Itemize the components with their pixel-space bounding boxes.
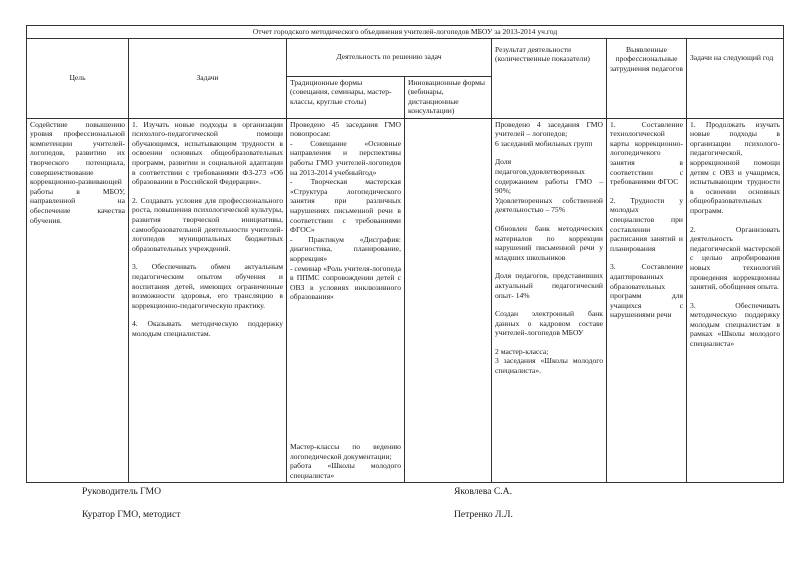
header-traditional: Традиционные формы (совещания, семинары, мастер-классы, круглые столы) bbox=[287, 76, 405, 118]
signature-role: Руководитель ГМО bbox=[82, 486, 161, 497]
result-item: Доля педагогов,удовлетворенных содержанием работы ГМО – 90%; bbox=[495, 157, 603, 196]
signature-role: Куратор ГМО, методист bbox=[82, 509, 181, 520]
innovative-forms-cell bbox=[405, 118, 492, 482]
goal-cell: Содействие повышению уровня профессиональной компетенции учителей-логопедов, развитию их творческого потенциала, совершенствование коррекционно-развивающей работы в МБОУ, направленной на обеспечение качества обучения. bbox=[27, 118, 129, 482]
next-year-cell bbox=[687, 118, 784, 482]
traditional-forms-cell bbox=[287, 118, 405, 482]
task-item: 2. Создавать условия для профессионального роста, повышения психологической культуры, развития творческой инициативы, самообразовательной деятельности учителей-логопедов муниципальных бюджетных образовательных учреждений. bbox=[132, 195, 283, 253]
result-item: 3 заседания «Школы молодого специалиста». bbox=[495, 356, 603, 376]
header-result: Результат деятельности (количественные показатели) bbox=[492, 38, 607, 118]
report-title: Отчет городского методического объединения учителей-логопедов МБОУ за 2013-2014 уч.год bbox=[27, 26, 784, 39]
tasks-cell bbox=[129, 118, 287, 482]
header-difficulties: Выявленные профессиональные затруднения педагогов bbox=[607, 38, 687, 118]
next-year-item: 2. Организовать деятельность педагогической мастерской с целью апробирования новых технологий проведения коррекционны занятий, обобщения опыта. bbox=[690, 224, 781, 292]
header-activity: Деятельность по решению задач bbox=[287, 38, 492, 76]
difficulty-item: 2. Трудности у молодых специалистов при составлении расписания занятий и планирования bbox=[610, 195, 683, 253]
result-item: Обновлен банк методических материалов по коррекции нарушений письменной речи у младших школьников bbox=[495, 223, 603, 262]
signature-name: Петренко Л.Л. bbox=[454, 509, 513, 520]
traditional-item: Проведено 45 заседания ГМО повопросам: bbox=[290, 119, 401, 139]
next-year-item: 1. Продолжать изучать новые подходы в организации психолого-педагогической, коррекционной помощи детям с ОВЗ и учащимся, испытывающим трудности в освоении основных общеобразовательных программ. bbox=[690, 119, 781, 215]
result-item: Создан электронный банк данных о кадровом составе учителей-логопедов МБОУ bbox=[495, 309, 603, 338]
result-item: Доля педагогов, представивших актуальный педагогический опыт- 14% bbox=[495, 271, 603, 300]
traditional-item: Мастер-классы по ведению логопедической документации; bbox=[290, 442, 401, 461]
header-row bbox=[27, 38, 784, 76]
traditional-item: - семинар «Роль учителя-логопеда в ППМС сопровождении детей с ОВЗ в условиях инклюзивного образования» bbox=[290, 263, 401, 302]
header-innovative: Инновационные формы (вебинары, дистанционные консультации) bbox=[405, 76, 492, 118]
task-item: 1. Изучать новые подходы в организации психолого-педагогической помощи обучающимся, испытывающим трудности в освоении основных общеобразовательных программ, развитии и социальной адаптации в соответствии с требованиями ФЗ-273 «Об образовании в Российской Федерации». bbox=[132, 119, 283, 187]
traditional-item: работа «Школы молодого специалиста» bbox=[290, 461, 401, 480]
difficulty-item: 1. Составление технологической карты коррекционно-логопедичекого занятия в соответствии с требованиями ФГОС bbox=[610, 119, 683, 187]
title-row bbox=[27, 26, 784, 39]
traditional-item: - Совещание «Основные направления и перспективы работы ГМО учителей-логопедов на 2013-2014 учебныйгод» bbox=[290, 138, 401, 177]
header-tasks: Задачи bbox=[129, 38, 287, 118]
task-item: 4. Оказывать методическую поддержку молодым специалистам. bbox=[132, 319, 283, 338]
report-table bbox=[26, 25, 784, 483]
result-item: Удовлетворенных собственной деятельностью – 75% bbox=[495, 195, 603, 215]
header-next-year: Задачи на следующий год bbox=[687, 38, 784, 118]
task-item: 3. Обеспечивать обмен актуальным педагогическим опытом обучения и воспитания детей, имеющих ограниченные возможности здоровья, его трансляцию в коррекционно-педагогическую практику. bbox=[132, 262, 283, 310]
signature-name: Яковлева С.А. bbox=[454, 486, 513, 497]
difficulties-cell bbox=[607, 118, 687, 482]
header-goal: Цель bbox=[27, 38, 129, 118]
result-item: 6 заседаний мобильных групп bbox=[495, 138, 593, 148]
difficulty-item: 3. Составление адаптированных образовательных программ для учащихся с нарушениями речи bbox=[610, 262, 683, 320]
result-cell bbox=[492, 118, 607, 482]
result-item: 2 мастер-класса; bbox=[495, 346, 549, 356]
table-row bbox=[27, 118, 784, 482]
next-year-item: 3. Обеспечивать методическую поддержку молодым специалистам в рамках «Школы молодого специалиста» bbox=[690, 300, 781, 349]
traditional-item: - Практикум «Дисграфия: диагностика, планирование, коррекция» bbox=[290, 234, 401, 263]
traditional-item: - Творческая мастерская «Структура логопедического занятия при различных нарушениях письменной речи в соответствии с требованиями ФГОС» bbox=[290, 177, 401, 235]
result-item: Проведено 4 заседания ГМО учителей – логопедов; bbox=[495, 119, 603, 139]
